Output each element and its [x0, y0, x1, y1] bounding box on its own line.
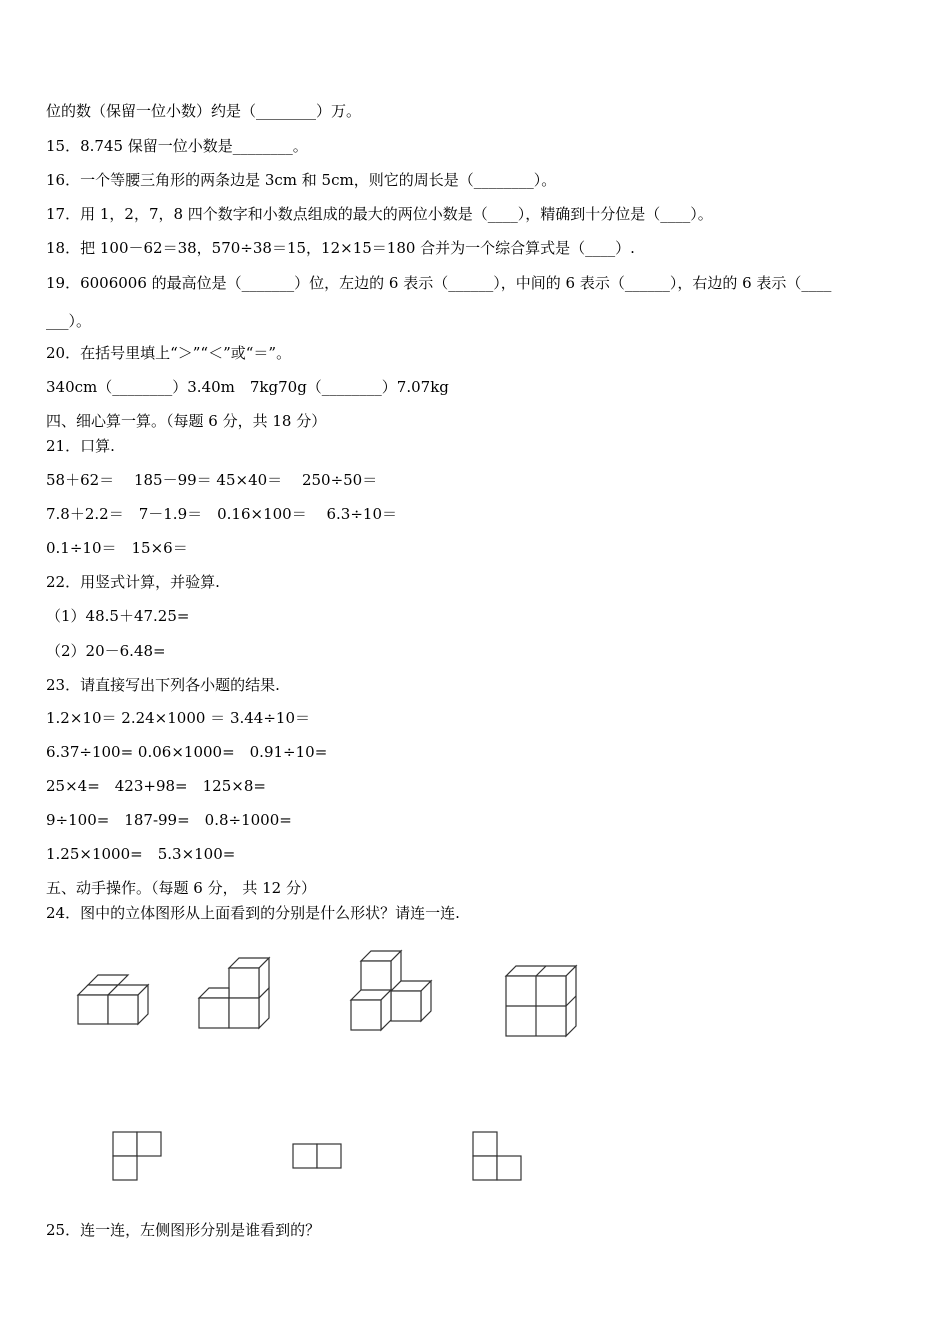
- solid-figure-1: [78, 975, 148, 1024]
- question-16: 16．一个等腰三角形的两条边是 3cm 和 5cm，则它的周长是（________）。: [46, 171, 557, 189]
- question-19-continuation: ___）。: [46, 312, 92, 330]
- question-19: 19．6006006 的最高位是（_______）位，左边的 6 表示（______），中间的 6 表示（______），右边的 6 表示（____: [46, 274, 832, 292]
- question-20: 20．在括号里填上“＞”“＜”或“＝”。: [46, 344, 292, 362]
- q21-row-1: 58＋62＝ 185－99＝ 45×40＝ 250÷50＝: [46, 471, 378, 489]
- q23-row-2: 6.37÷100= 0.06×1000= 0.91÷10=: [46, 743, 328, 761]
- q21-row-2: 7.8＋2.2＝ 7－1.9＝ 0.16×100＝ 6.3÷10＝: [46, 505, 397, 523]
- question-15: 15．8.745 保留一位小数是________。: [46, 137, 308, 155]
- q23-row-1: 1.2×10＝ 2.24×1000 ＝ 3.44÷10＝: [46, 709, 311, 727]
- question-24: 24．图中的立体图形从上面看到的分别是什么形状？请连一连.: [46, 904, 460, 922]
- q23-row-5: 1.25×1000= 5.3×100=: [46, 845, 236, 863]
- question-18: 18．把 100－62＝38，570÷38＝15，12×15＝180 合并为一个综合算式是（____）.: [46, 239, 635, 257]
- question-20-items: 340cm（________）3.40m 7kg70g（________）7.07kg: [46, 378, 449, 396]
- q14-continuation: 位的数（保留一位小数）约是（________）万。: [46, 102, 362, 120]
- section-4-heading: 四、细心算一算。（每题 6 分，共 18 分）: [46, 412, 327, 430]
- question-25: 25．连一连，左侧图形分别是谁看到的？: [46, 1221, 321, 1239]
- top-view-shape-3: [473, 1132, 521, 1180]
- top-view-shape-1: [113, 1132, 161, 1180]
- solid-figure-3: [351, 951, 431, 1030]
- q23-row-4: 9÷100= 187-99= 0.8÷1000=: [46, 811, 292, 829]
- q22-part-1: （1）48.5＋47.25=: [46, 607, 190, 625]
- solid-figure-4: [506, 966, 576, 1036]
- section-5-heading: 五、动手操作。（每题 6 分， 共 12 分）: [46, 879, 316, 897]
- q21-row-3: 0.1÷10＝ 15×6＝: [46, 539, 188, 557]
- top-view-shape-2: [293, 1144, 341, 1168]
- question-17: 17．用 1，2，7，8 四个数字和小数点组成的最大的两位小数是（____），精确到十分位是（____）。: [46, 205, 713, 223]
- q22-part-2: （2）20－6.48=: [46, 642, 166, 660]
- question-23: 23．请直接写出下列各小题的结果.: [46, 676, 280, 694]
- question-22: 22．用竖式计算，并验算.: [46, 573, 220, 591]
- solid-figure-2: [199, 958, 269, 1028]
- question-21: 21．口算.: [46, 437, 115, 455]
- q23-row-3: 25×4= 423+98= 125×8=: [46, 777, 266, 795]
